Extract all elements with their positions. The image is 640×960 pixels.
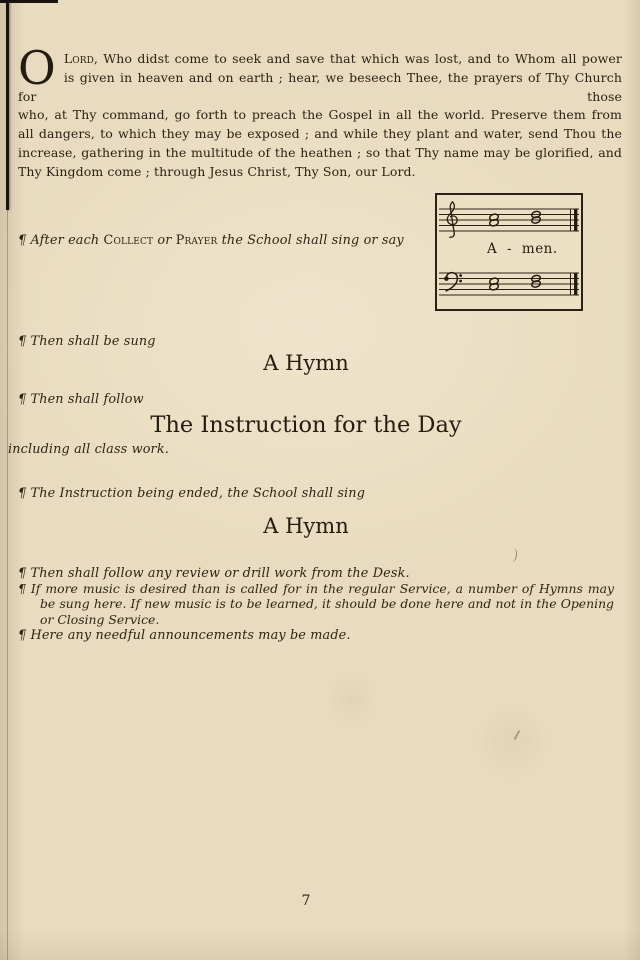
prayer-line: all dangers, to which they may be exposed ; and while they plant and water, send Thou the: [18, 126, 622, 142]
rubric-text: ¶ After each: [18, 233, 100, 248]
rubric-term-collect: Collect: [103, 233, 154, 248]
rubric-more-music: [18, 581, 614, 627]
rubric-text: the School shall sing or say: [221, 233, 404, 248]
collect-prayer: [18, 41, 622, 182]
rubric-including-class-work: including all class work.: [8, 442, 169, 457]
prayer-line: increase, gathering in the multitude of the heathen ; so that Thy name may be glorified, and: [18, 144, 622, 160]
rubric-line: be sung here. If new music is to be learned, it should be done here and not in the Opening: [40, 596, 614, 612]
scan-scratch: [508, 548, 518, 563]
prayer-first-word: Lord,: [63, 51, 98, 66]
rubric-announcements: ¶ Here any needful announcements may be made.: [18, 628, 351, 643]
bass-clef-icon: [444, 273, 462, 291]
rubric-instruction-ended: ¶ The Instruction being ended, the School shall sing: [18, 486, 366, 501]
treble-clef-icon: [447, 202, 457, 237]
prayer-line: is given in heaven and on earth ; hear, we beseech Thee, the prayers of Thy Church for those: [18, 69, 622, 104]
page-number: 7: [301, 893, 311, 909]
rubric-then-shall-be-sung: ¶ Then shall be sung: [18, 334, 156, 349]
page-edge-mark: [0, 0, 58, 3]
rubric-text: or: [157, 233, 172, 248]
amen-lyric: A - men.: [487, 241, 558, 257]
music-staves: [437, 195, 581, 309]
amen-music-notation: [435, 193, 583, 311]
prayer-line-text: Who didst come to seek and save that which was lost, and to Whom all power: [103, 51, 622, 66]
binding-shadow-faint: [7, 210, 8, 960]
rubric-then-shall-follow: ¶ Then shall follow: [18, 392, 144, 407]
prayer-line: who, at Thy command, go forth to preach the Gospel in all the world. Preserve them from: [18, 107, 622, 123]
treble-staff: [439, 209, 579, 231]
drop-cap-initial: O: [18, 41, 56, 95]
heading-instruction-for-the-day: The Instruction for the Day: [150, 412, 462, 438]
rubric-line: ¶ If more music is desired than is called for in the regular Service, a number of Hymns may: [18, 581, 614, 596]
rubric-review-drill: ¶ Then shall follow any review or drill work from the Desk.: [18, 566, 410, 581]
binding-shadow: [6, 0, 9, 210]
rubric-after-collect: [18, 233, 404, 248]
heading-a-hymn-1: A Hymn: [263, 351, 349, 375]
prayer-line: Thy Kingdom come ; through Jesus Christ, Thy Son, our Lord.: [18, 163, 416, 179]
rubric-term-prayer: Prayer: [175, 233, 218, 248]
double-barline: [571, 209, 578, 295]
prayer-line: [18, 50, 622, 69]
rubric-line: or Closing Service.: [40, 611, 160, 627]
scan-scratch: [514, 730, 520, 740]
heading-a-hymn-2: A Hymn: [263, 514, 349, 538]
